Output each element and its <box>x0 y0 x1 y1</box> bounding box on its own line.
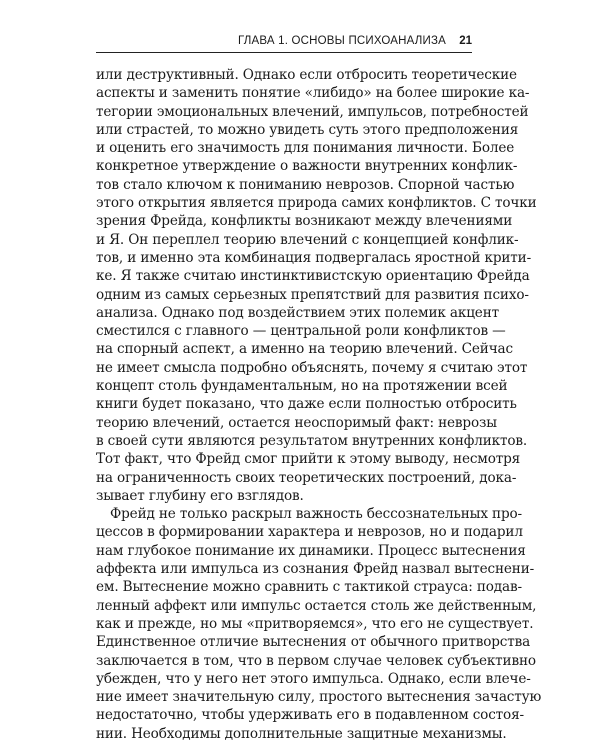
text-line: нии. Необходимы дополнительные защитные механизмы. <box>96 725 507 742</box>
text-line: заключается в том, что в первом случае человек субъективно <box>96 652 536 669</box>
text-line: аффекта или импульса из сознания Фрейд назвал вытеснени- <box>96 561 535 578</box>
text-line: на спорный аспект, а именно на теорию влечений. Сейчас <box>96 341 513 358</box>
text-line: тов, и именно эта комбинация подвергалась яростной крити- <box>96 249 532 266</box>
paragraph <box>96 505 542 743</box>
text-line: на ограниченность своих теоретических построений, дока- <box>96 469 517 486</box>
text-line: и Я. Он переплел теорию влечений с концепцией конфлик- <box>96 231 519 248</box>
text-line: книги будет показано, что даже если полностью отбросить <box>96 396 517 413</box>
text-line: Фрейд не только раскрыл важность бессознательных про- <box>110 506 522 523</box>
running-header <box>96 34 472 53</box>
text-line: концепт столь фундаментальным, но на протяжении всей <box>96 378 508 395</box>
text-line: зывает глубину его взглядов. <box>96 487 304 504</box>
text-line: зрения Фрейда, конфликты возникают между влечениями <box>96 213 513 230</box>
text-line: сместился с главного — центральной роли конфликтов — <box>96 323 506 340</box>
text-line: тов стало ключом к пониманию неврозов. Спорной частью <box>96 176 515 193</box>
text-line: теорию влечений, остается неоспоримый факт: неврозы <box>96 414 497 431</box>
text-line: Тот факт, что Фрейд смог прийти к этому выводу, несмотря <box>96 451 521 468</box>
text-line: тегории эмоциональных влечений, импульсов, потребностей <box>96 103 529 120</box>
text-line: ем. Вытеснение можно сравнить с тактикой страуса: подав- <box>96 579 522 596</box>
text-line: ленный аффект или импульс остается столь же действенным, <box>96 597 537 614</box>
text-line: недостаточно, чтобы удерживать его в подавленном состоя- <box>96 707 524 724</box>
body-text <box>96 66 542 743</box>
text-line: ке. Я также считаю инстинктивистскую ориентацию Фрейда <box>96 268 530 285</box>
paragraph <box>96 66 537 505</box>
text-line: и оценить его значимость для понимания личности. Более <box>96 140 515 157</box>
text-line: одним из самых серьезных препятствий для развития психо- <box>96 286 529 303</box>
text-line: нам глубокое понимание их динамики. Процесс вытеснения <box>96 542 526 559</box>
text-line: ние имеет значительную силу, простого вытеснения зачастую <box>96 689 542 706</box>
text-line: не имеет смысла подробно объяснять, почему я считаю этот <box>96 359 528 376</box>
chapter-title: ГЛАВА 1. ОСНОВЫ ПСИХОАНАЛИЗА <box>237 35 446 47</box>
text-line: Единственное отличие вытеснения от обычного притворства <box>96 634 531 651</box>
text-line: убежден, что у него нет этого импульса. Однако, если влече- <box>96 670 531 687</box>
text-line: аспекты и заменить понятие «либидо» на более широкие ка- <box>96 85 530 102</box>
text-line: конкретное утверждение о важности внутренних конфлик- <box>96 158 518 175</box>
text-line: анализа. Однако под воздействием этих полемик акцент <box>96 304 499 321</box>
text-line: или деструктивный. Однако если отбросить теоретические <box>96 67 517 83</box>
text-line: в своей сути являются результатом внутренних конфликтов. <box>96 432 528 449</box>
text-line: как и прежде, но мы «притворяемся», что его не существует. <box>96 615 534 632</box>
page-number: 21 <box>459 35 472 47</box>
text-line: этого открытия является природа самих конфликтов. С точки <box>96 195 537 212</box>
text-line: или страстей, то можно увидеть суть этого предположения <box>96 121 519 138</box>
text-line: цессов в формировании характера и неврозов, но и подарил <box>96 524 523 541</box>
